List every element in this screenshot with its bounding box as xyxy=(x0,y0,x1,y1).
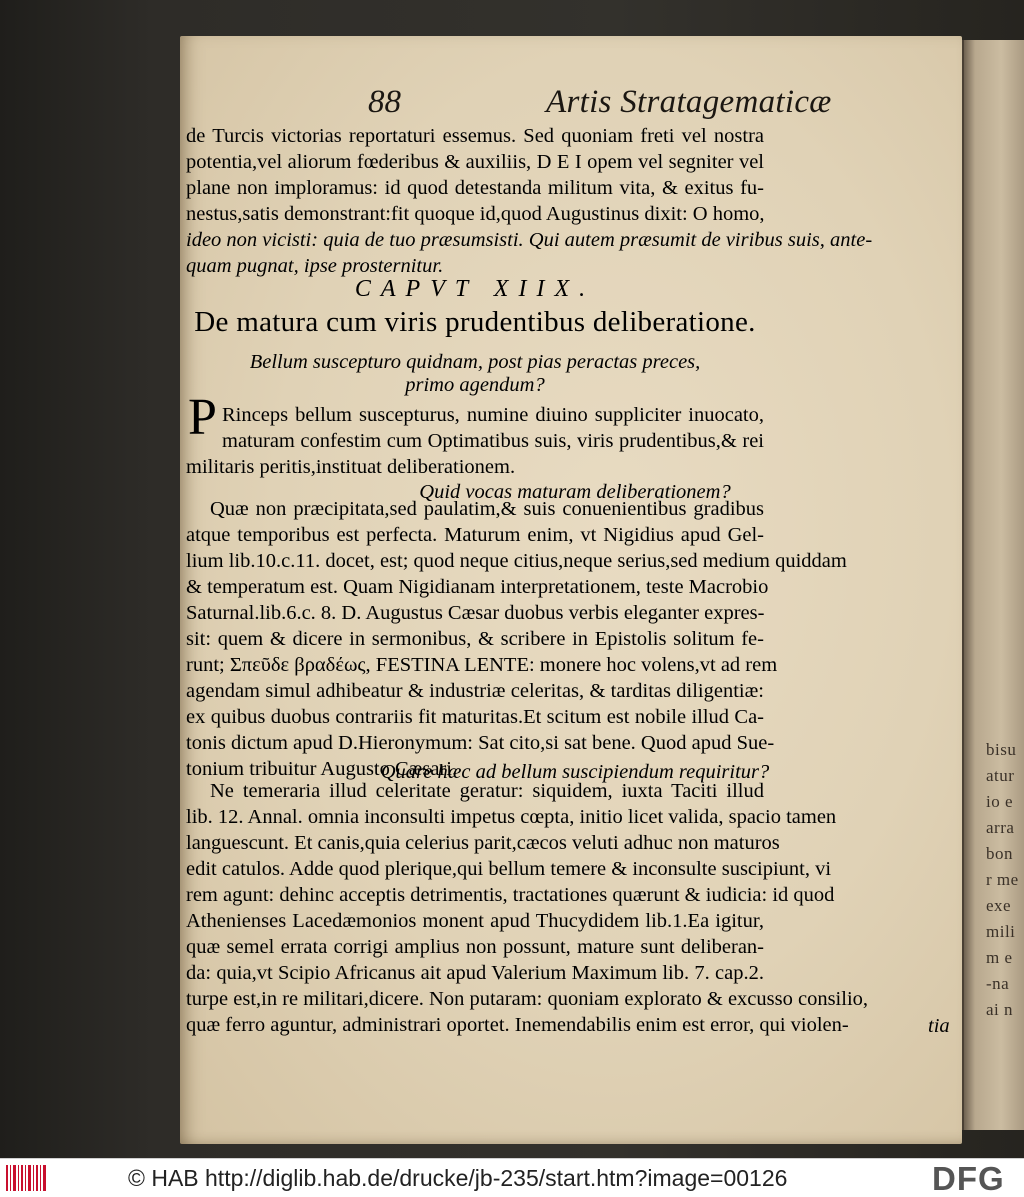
next-page-fragment: bisu xyxy=(986,740,1017,759)
drop-cap: P xyxy=(188,389,217,446)
question-heading: Quid vocas maturam deliberationem? xyxy=(419,481,731,503)
svg-text:DFG: DFG xyxy=(932,1162,1005,1194)
text-line: Quæ non præcipitata,sed paulatim,& suis conuenientibus gradibus xyxy=(210,498,764,520)
copyright-link[interactable]: © HAB http://diglib.hab.de/drucke/jb-235/start.htm?image=00126 xyxy=(128,1165,788,1191)
text-line: lib. 12. Annal. omnia inconsulti impetus cœpta, initio licet valida, spacio tamen xyxy=(186,806,837,828)
text-line: Athenienses Lacedæmonios monent apud Thucydidem lib.1.Ea igitur, xyxy=(186,910,764,932)
question-heading: Bellum suscepturo quidnam, post pias peractas preces, xyxy=(249,351,701,373)
text-line: militaris peritis,instituat deliberationem. xyxy=(186,456,516,478)
text-line: da: quia,vt Scipio Africanus ait apud Valerium Maximum lib. 7. cap.2. xyxy=(186,962,764,984)
next-page-fragment: ai n xyxy=(986,1000,1014,1019)
text-line: Saturnal.lib.6.c. 8. D. Augustus Cæsar duobus verbis eleganter expres- xyxy=(186,602,765,624)
text-line: maturam confestim cum Optimatibus suis, viris prudentibus,& rei xyxy=(222,430,764,452)
text-line: quæ ferro aguntur, administrari oportet. Inemendabilis enim est error, qui violen- xyxy=(186,1014,849,1036)
next-page-fragment: exe xyxy=(986,896,1012,915)
text-line: ex quibus duobus contrariis fit maturitas.Et scitum est nobile illud Ca- xyxy=(186,706,764,728)
next-page-fragment: r me xyxy=(986,870,1019,889)
text-line: nestus,satis demonstrant:fit quoque id,quod Augustinus dixit: O homo, xyxy=(186,203,765,225)
text-line: Ne temeraria illud celeritate geratur: siquidem, iuxta Taciti illud xyxy=(210,780,764,802)
next-page-fragment: m e xyxy=(986,948,1013,967)
text-line: ideo non vicisti: quia de tuo præsumsisti. Qui autem præsumit de viribus suis, ante- xyxy=(186,229,873,251)
next-page-fragment: mili xyxy=(986,922,1016,941)
text-line: tonium tribuitur Augusto Cæsari. xyxy=(186,758,458,780)
text-line: sit: quem & dicere in sermonibus, & scribere in Epistolis solitum fe- xyxy=(186,628,764,650)
next-page-fragment: arra xyxy=(986,818,1015,837)
dfg-logo xyxy=(932,1162,1018,1194)
question-heading: primo agendum? xyxy=(405,374,545,396)
next-page-fragment: -na xyxy=(986,974,1010,993)
next-page-edge xyxy=(962,40,1024,1130)
text-line: atque temporibus est perfecta. Maturum enim, vt Nigidius apud Gel- xyxy=(186,524,764,546)
text-line: Rinceps bellum suscepturus, numine diuino suppliciter inuocato, xyxy=(222,404,764,426)
text-line: turpe est,in re militari,dicere. Non putaram: quoniam explorato & excusso consilio, xyxy=(186,988,869,1010)
text-line: quam pugnat, ipse prosternitur. xyxy=(186,255,444,277)
text-line: agendam simul adhibeatur & industriæ celeritas, & tarditas diligentiæ: xyxy=(186,680,764,702)
text-line: runt; Σπεῦδε βραδέως, FESTINA LENTE: monere hoc volens,vt ad rem xyxy=(186,654,778,676)
next-page-fragment: atur xyxy=(986,766,1015,785)
text-line: rem agunt: dehinc acceptis detrimentis, tractationes quærunt & iudicia: id quod xyxy=(186,884,835,906)
chapter-title: De matura cum viris prudentibus deliberatione. xyxy=(194,306,756,338)
text-line: plane non imploramus: id quod detestanda militum vita, & exitus fu- xyxy=(186,177,764,199)
next-page-fragment: bon xyxy=(986,844,1013,863)
text-line: quæ semel errata corrigi amplius non possunt, mature sunt deliberan- xyxy=(186,936,764,958)
text-line: potentia,vel aliorum fœderibus & auxiliis, D E I opem vel segniter vel xyxy=(186,151,764,173)
text-line: edit catulos. Adde quod plerique,qui bellum temere & inconsulte suscipiunt, vi xyxy=(186,858,832,880)
running-title: Artis Stratagematicæ xyxy=(546,84,832,120)
text-line: tonis dictum apud D.Hieronymum: Sat cito,si sat bene. Quod apud Sue- xyxy=(186,732,775,754)
text-line: lium lib.10.c.11. docet, est; quod neque citius,neque serius,sed medium quiddam xyxy=(186,550,847,572)
text-line: & temperatum est. Quam Nigidianam interpretationem, teste Macrobio xyxy=(186,576,769,598)
text-line: languescunt. Et canis,quia celerius parit,cæcos veluti adhuc non maturos xyxy=(186,832,780,854)
barcode-icon xyxy=(6,1165,46,1191)
catchword: tia xyxy=(928,1015,950,1037)
page-number: 88 xyxy=(368,84,401,120)
chapter-heading: CAPVT XIIX. xyxy=(354,276,596,302)
footer-bar xyxy=(0,1158,1024,1197)
text-line: de Turcis victorias reportaturi essemus. Sed quoniam freti vel nostra xyxy=(186,125,764,147)
next-page-fragment: io e xyxy=(986,792,1014,811)
question-heading: Quare hæc ad bellum suscipiendum requiritur? xyxy=(380,761,770,783)
